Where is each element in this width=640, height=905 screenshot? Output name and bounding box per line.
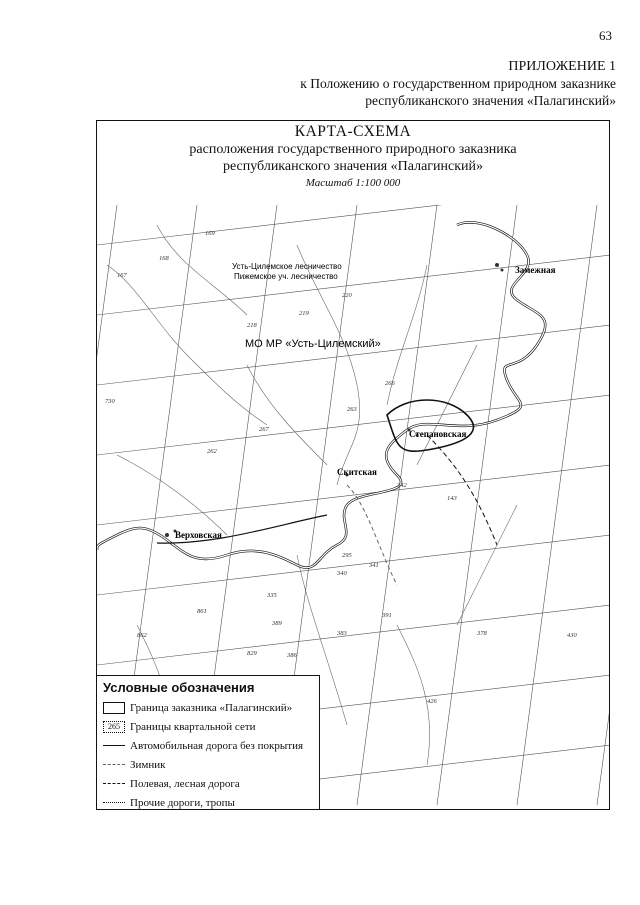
quarter-number: 389: [272, 620, 282, 627]
quarter-number: 391: [382, 612, 392, 619]
appendix-line-1: к Положению о государственном природном заказнике: [300, 76, 616, 91]
quarter-number: 218: [247, 322, 257, 329]
quarter-number: 220: [342, 292, 352, 299]
quarter-number: 829: [247, 650, 257, 657]
quarter-number: 169: [205, 230, 215, 237]
quarter-number: 340: [337, 570, 347, 577]
quarter-number: 143: [447, 495, 457, 502]
quarter-number: 266: [385, 380, 395, 387]
map-subtitle-1: расположения государственного природного заказника: [189, 142, 517, 157]
legend-item-road: [103, 736, 313, 755]
map-subtitle-2: республиканского значения «Палагинский»: [222, 159, 484, 174]
quarter-number: 386: [287, 652, 297, 659]
quarter-number: 168: [159, 255, 169, 262]
legend-label: Автомобильная дорога без покрытия: [130, 739, 304, 752]
label-district: МО МР «Усть-Цилемский»: [245, 338, 381, 350]
quarter-number: 219: [299, 310, 309, 317]
map-title: КАРТА-СХЕМА: [294, 123, 412, 140]
legend-item-field-road: [103, 774, 313, 793]
boundary-symbol: [103, 702, 125, 714]
path-symbol: [103, 802, 125, 803]
label-forestry-2: Пижемское уч. лесничество: [234, 272, 338, 281]
legend-label: Зимник: [130, 758, 166, 771]
appendix-title: ПРИЛОЖЕНИЕ 1: [508, 59, 616, 74]
quarter-number: 378: [477, 630, 487, 637]
page-number: 63: [599, 28, 612, 43]
quarter-number: 862: [137, 632, 147, 639]
quarter-number: 167: [117, 272, 127, 279]
quarter-number: 426: [427, 698, 437, 705]
quarter-number: 335: [267, 592, 277, 599]
field-road-symbol: [103, 783, 125, 784]
label-forestry-1: Усть-Цилемское лесничество: [232, 262, 342, 271]
label-skitskaya: Скитская: [337, 467, 377, 477]
label-verkhovskaya: Верховская: [175, 530, 222, 540]
quarter-number: 295: [342, 552, 352, 559]
legend-label: Полевая, лесная дорога: [130, 777, 240, 790]
legend-item-quarter: [103, 717, 313, 736]
quarter-number: 342: [397, 482, 407, 489]
legend-item-path: [103, 793, 313, 810]
road-symbol: [103, 745, 125, 746]
legend-item-winter-road: [103, 755, 313, 774]
quarter-number: 861: [197, 608, 207, 615]
map-scale: Масштаб 1:100 000: [305, 177, 401, 189]
quarter-number: 730: [105, 398, 115, 405]
winter-road-symbol: [103, 764, 125, 765]
legend-label: Граница заказника «Палагинский»: [130, 701, 293, 714]
label-stepanovskaya: Степановская: [409, 429, 467, 439]
quarter-symbol: 265: [103, 721, 125, 733]
appendix-line-2: республиканского значения «Палагинский»: [365, 93, 616, 108]
map-frame: [96, 120, 610, 810]
quarter-number: 262: [207, 448, 217, 455]
legend-item-boundary: [103, 698, 313, 717]
map-header: [97, 121, 609, 189]
quarter-number: 341: [369, 562, 379, 569]
legend: [97, 675, 320, 809]
label-zamezhnaya: Замежная: [515, 265, 556, 275]
quarter-number: 267: [259, 426, 269, 433]
quarter-number: 263: [347, 406, 357, 413]
legend-title: Условные обозначения: [103, 680, 255, 695]
appendix-header: [300, 58, 616, 109]
quarter-number: 383: [337, 630, 347, 637]
forest-road: [427, 435, 497, 545]
legend-label: Прочие дороги, тропы: [130, 796, 235, 809]
quarter-number: 430: [567, 632, 577, 639]
legend-label: Границы квартальной сети: [130, 720, 256, 733]
